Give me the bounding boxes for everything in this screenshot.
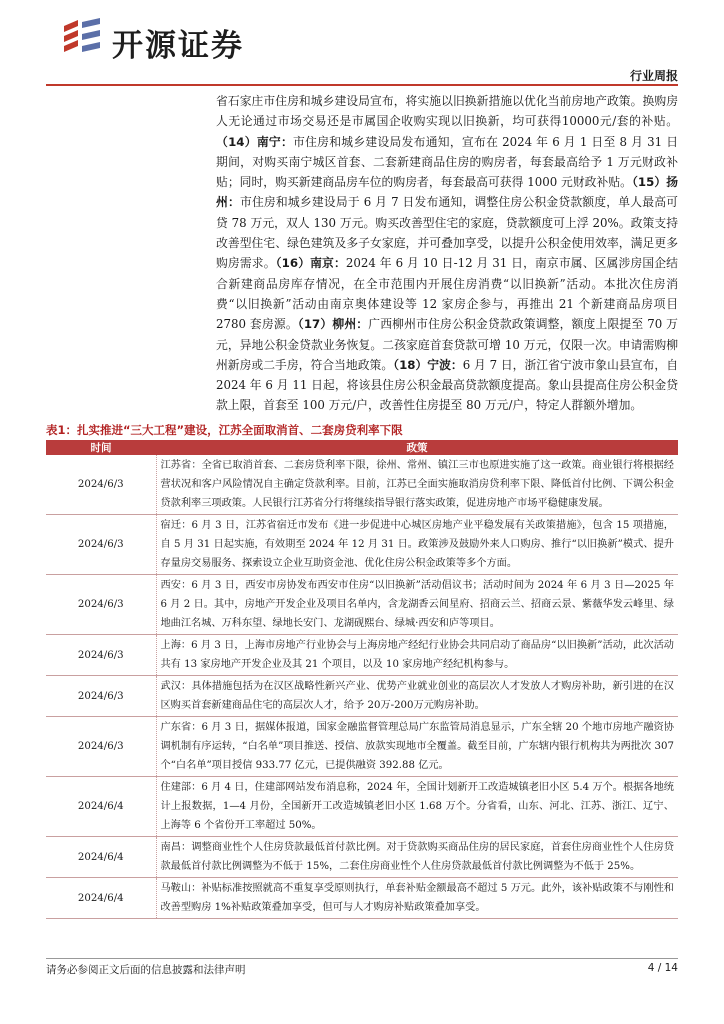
table-row [46,717,678,777]
row-policy: 宿迁：6 月 3 日，江苏省宿迁市发布《进一步促进中心城区房地产业平稳发展有关政策措施》，包含 15 项措施，自 5 月 31 日起实施，有效期至 2024 年 12 月 31 日。政策涉及鼓励外来人口购房、推行“以旧换新”模式、提升存量房交易服务、探索设立企业互助资金池、优化住房公积金政策等多个方面。 [156,515,678,575]
row-date: 2024/6/3 [46,455,156,515]
column-header-policy: 政策 [156,440,678,455]
row-date: 2024/6/3 [46,635,156,676]
body-text-run: 市住房和城乡建设局发布通知，宣布在 2024 年 6 月 1 日至 8 月 31 日期间，对购买南宁城区首套、二套新建商品住房的购房者，每套最高给予 1 万元财政补贴；同时，购买新建商品房车位的购房者，每套最高可获得 1000 元财政补贴。 [216,134,678,190]
row-policy: 马鞍山：补贴标准按照就高不重复享受原则执行，单套补贴金额最高不超过 5 万元。此外，该补贴政策不与刚性和改善型购房 1%补贴政策叠加享受，但可与人才购房补贴政策叠加享受。 [156,878,678,919]
header-divider [46,84,678,86]
city-heading: （18）宁波： [393,357,463,372]
table-row [46,515,678,575]
city-heading: （15）扬州： [216,175,678,210]
table-row [46,878,678,919]
row-date: 2024/6/4 [46,837,156,878]
row-policy: 住建部：6 月 4 日，住建部网站发布消息称，2024 年，全国计划新开工改造城镇老旧小区 5.4 万个。根据各地统计上报数据，1—4 月份，全国新开工改造城镇老旧小区 1.68 万个。分省看，山东、河北、江苏、浙江、辽宁、上海等 6 个省份开工率超过 50%。 [156,777,678,837]
body-text-run: 省石家庄市住房和城乡建设局宣布，将实施以旧换新措施以优化当前房地产政策。换购房人无论通过市场交易还是市属国企收购实现以旧换新，均可获得10000元/套的补贴。 [216,94,678,129]
city-heading: （17）柳州： [297,317,369,332]
row-date: 2024/6/3 [46,717,156,777]
table-row [46,837,678,878]
page-number: 4 / 14 [647,962,678,974]
row-policy: 广东省：6 月 3 日，据媒体报道，国家金融监督管理总局广东监管局消息显示，广东全辖 20 个地市房地产融资协调机制有序运转，“白名单”项目推送、授信、放款实现地市全覆盖。截至目前，广东辖内银行机构共为两批次 307 个“白名单”项目授信 933.77 亿元，已提供融资 392.88 亿元。 [156,717,678,777]
row-date: 2024/6/3 [46,575,156,635]
table-header-row [46,440,678,455]
table-title: 表1：扎实推进“三大工程”建设，江苏全面取消首、二套房贷利率下限 [46,423,403,437]
row-policy: 江苏省：全省已取消首套、二套房贷利率下限，徐州、常州、镇江三市也原进实施了这一政策。商业银行将根据经营状况和客户风险情况自主确定贷款利率。目前，江苏已全面实施取消房贷利率下限、降低首付比例、下调公积金贷款利率三项政策。人民银行江苏省分行将继续指导银行落实政策，促进房地产市场平稳健康发展。 [156,455,678,515]
table-row [46,777,678,837]
table-row [46,635,678,676]
body-text-run: 2024 年 6 月 10 日-12 月 31 日，南京市属、区属涉房国企结合新建商品房库存情况，在全市范围内开展住房消费“以旧换新”活动。本批次住房消费“以旧换新”活动由南京奥体建设等 12 家房企参与，再推出 21 个新建商品房项目 2780 套房源。 [216,256,678,332]
page-header [0,0,724,82]
body-text-run: 广西柳州市住房公积金贷款政策调整，额度上限提至 70 万元，异地公积金贷款业务恢复。二孩家庭首套贷款可增 10 万元，仅限一次。申请需购柳州新房或二手房，符合当地政策。 [216,317,678,372]
row-date: 2024/6/4 [46,777,156,837]
row-policy: 西安：6 月 3 日，西安市房协发布西安市住房“以旧换新”活动倡议书；活动时间为 2024 年 6 月 3 日—2025 年 6 月 2 日。其中，房地产开发企业及项目名单内，含龙湖香云间星府、招商云兰、招商云景、紫薇华发云峰里、绿地曲江名城、万科东望、绿地长安门、龙湖砚熙台、绿城·西安和庐等项目。 [156,575,678,635]
table-row [46,575,678,635]
row-policy: 南昌：调整商业性个人住房贷款最低首付款比例。对于贷款购买商品住房的居民家庭，首套住房商业性个人住房贷款最低首付款比例调整为不低于 15%，二套住房商业性个人住房贷款最低首付款比例调整为不低于 25%。 [156,837,678,878]
footer-divider [46,958,678,959]
city-heading: （16）南京： [275,256,346,271]
body-text-run: 市住房和城乡建设局于 6 月 7 日发布通知，调整住房公积金贷款额度，单人最高可贷 78 万元，双人 130 万元。购买改善型住宅的家庭，贷款额度可上浮 20%。政策支持改善型住宅、绿色建筑及多子女家庭，并可叠加享受，以提升公积金使用效率，满足更多购房需求。 [216,195,678,271]
table-row [46,455,678,515]
row-policy: 武汉：具体措施包括为在汉区战略性新兴产业、优势产业就业创业的高层次人才发放人才购房补助，新引进的在汉区购买首套新建商品住宅的高层次人才，给予 20万-200万元购房补助。 [156,676,678,717]
report-type-label: 行业周报 [629,69,678,83]
row-policy: 上海：6 月 3 日，上海市房地产行业协会与上海房地产经纪行业协会共同启动了商品房“以旧换新”活动，此次活动共有 13 家房地产开发企业及其 21 个项目，以及 10 家房地产经纪机构参与。 [156,635,678,676]
kaiyuan-logo-icon [60,16,104,60]
row-date: 2024/6/4 [46,878,156,919]
body-paragraph [216,91,678,416]
policy-table [46,440,678,919]
row-date: 2024/6/3 [46,676,156,717]
column-header-date: 时间 [46,440,156,455]
table-row [46,676,678,717]
body-text-run: 6 月 7 日，浙江省宁波市象山县宣布，自 2024 年 6 月 11 日起，将该县住房公积金最高贷款额度提高。象山县提高住房公积金贷款上限，首套至 100 万元/户，改善性住房提至 80 万元/户，特定人群额外增加。 [216,357,678,413]
city-heading: （14）南宁： [216,134,294,149]
row-date: 2024/6/3 [46,515,156,575]
brand-name: 开源证券 [112,28,244,64]
disclaimer-text: 请务必参阅正文后面的信息披露和法律声明 [46,964,246,976]
